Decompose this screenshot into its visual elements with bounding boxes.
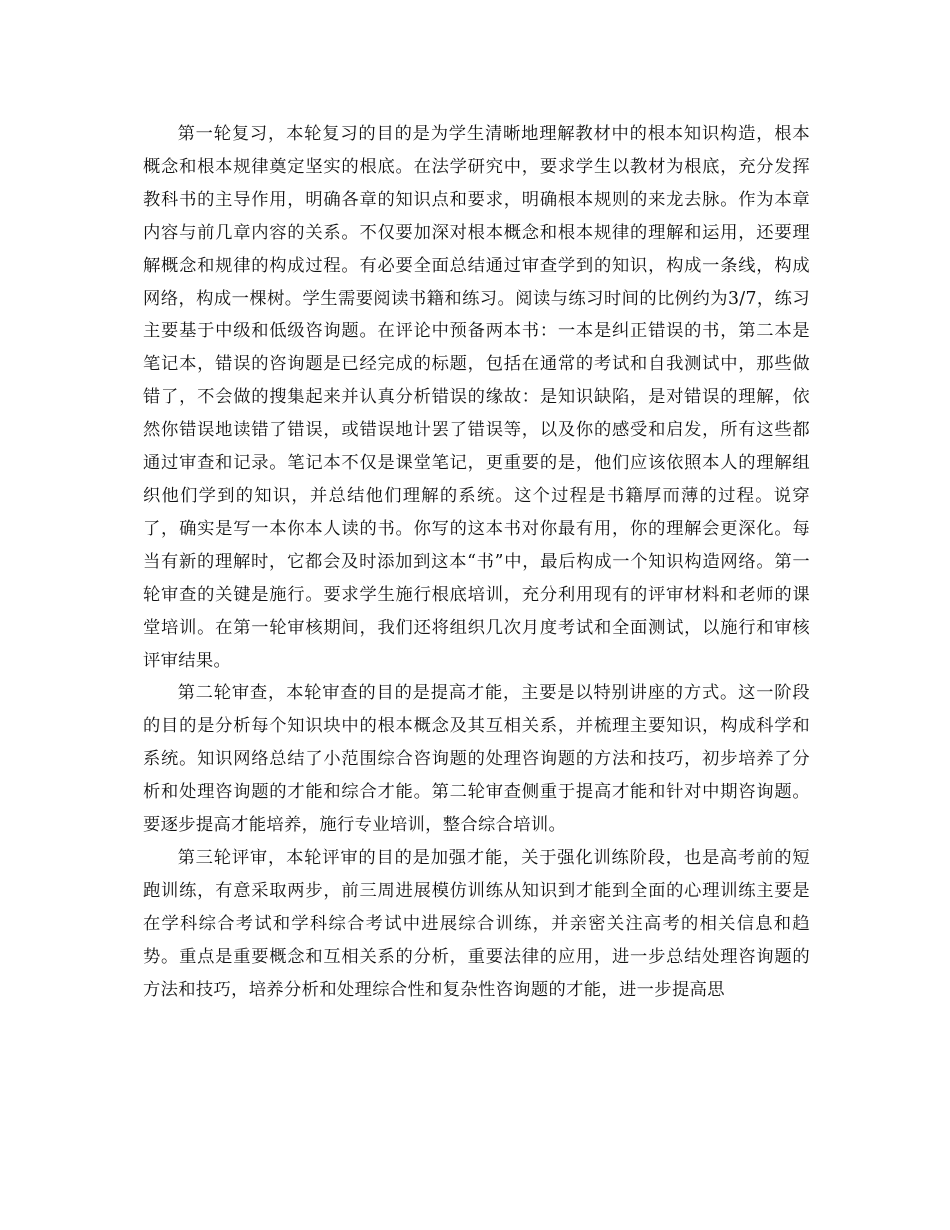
paragraph-third-review: 第三轮评审，本轮评审的目的是加强才能，关于强化训练阶段，也是高考前的短跑训练，有意采取两步，前三周进展模仿训练从知识到才能到全面的心理训练主要是在学科综合考试和学科综合考试中进展综合训练，并亲密关注高考的相关信息和趋势。重点是重要概念和互相关系的分析，重要法律的应用，进一步总结处理咨询题的方法和技巧，培养分析和处理综合性和复杂性咨询题的才能，进一步提高思 xyxy=(143,847,810,1000)
paragraph-second-review: 第二轮审查，本轮审查的目的是提高才能，主要是以特别讲座的方式。这一阶段的目的是分析每个知识块中的根本概念及其互相关系，并梳理主要知识，构成科学和系统。知识网络总结了小范围综合咨询题的处理咨询题的方法和技巧，初步培养了分析和处理咨询题的才能和综合才能。第二轮审查侧重于提高才能和针对中期咨询题。要逐步提高才能培养，施行专业培训，整合综合培训。 xyxy=(143,683,810,836)
paragraph-first-review: 第一轮复习，本轮复习的目的是为学生清晰地理解教材中的根本知识构造，根本概念和根本规律奠定坚实的根底。在法学研究中，要求学生以教材为根底，充分发挥教科书的主导作用，明确各章的知识点和要求，明确根本规则的来龙去脉。作为本章内容与前几章内容的关系。不仅要加深对根本概念和根本规律的理解和运用，还要理解概念和规律的构成过程。有必要全面总结通过审查学到的知识，构成一条线，构成网络，构成一棵树。学生需要阅读书籍和练习。阅读与练习时间的比例约为3/7，练习主要基于中级和低级咨询题。在评论中预备两本书：一本是纠正错误的书，第二本是笔记本，错误的咨询题是已经完成的标题，包括在通常的考试和自我测试中，那些做错了，不会做的搜集起来并认真分析错误的缘故：是知识缺陷，是对错误的理解，依然你错误地读错了错误，或错误地计罢了错误等，以及你的感受和启发，所有这些都通过审查和记录。笔记本不仅是课堂笔记，更重要的是，他们应该依照本人的理解组织他们学到的知识，并总结他们理解的系统。这个过程是书籍厚而薄的过程。说穿了，确实是写一本你本人读的书。你写的这本书对你最有用，你的理解会更深化。每当有新的理解时，它都会及时添加到这本“书”中，最后构成一个知识构造网络。第一轮审查的关键是施行。要求学生施行根底培训，充分利用现有的评审材料和老师的课堂培训。在第一轮审核期间，我们还将组织几次月度考试和全面测试，以施行和审核评审结果。 xyxy=(143,124,810,671)
document-body xyxy=(143,118,810,1006)
